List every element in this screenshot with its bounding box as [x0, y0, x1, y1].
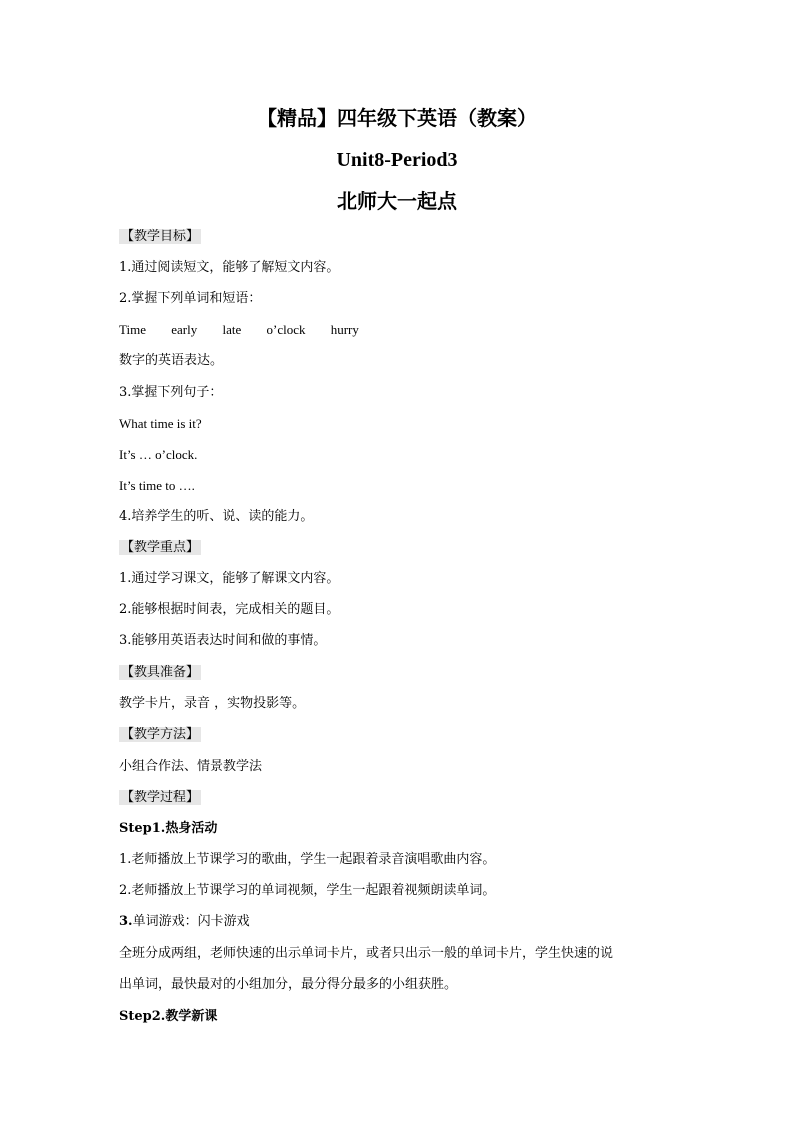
document-subtitle-unit: Unit8-Period3 — [336, 149, 458, 171]
objectives-item-2: 2.掌握下列单词和短语： — [119, 291, 262, 306]
step1-item-3-number: 3. — [119, 914, 133, 929]
key-points-heading-label: 【教学重点】 — [121, 540, 200, 555]
document-subtitle-publisher: 北师大一起点 — [337, 189, 457, 213]
methods-heading — [119, 726, 201, 744]
target-sentence-1: What time is it? — [119, 416, 202, 431]
vocabulary-word: o’clock — [266, 322, 306, 337]
step1-item-2: 2.老师播放上节课学习的单词视频，学生一起跟着视频朗读单词。 — [119, 883, 496, 898]
step1-item-3-text: 单词游戏：闪卡游戏 — [132, 914, 250, 929]
step1-paragraph-line-1: 全班分成两组，老师快速的出示单词卡片，或者只出示一般的单词卡片，学生快速的说 — [119, 946, 614, 961]
vocabulary-word: Time — [119, 322, 146, 337]
step1-item-1: 1.老师播放上节课学习的歌曲，学生一起跟着录音演唱歌曲内容。 — [119, 852, 496, 867]
objectives-item-3: 3.掌握下列句子： — [119, 385, 223, 400]
process-heading — [119, 789, 201, 807]
objectives-heading — [119, 228, 201, 246]
vocabulary-word: early — [171, 322, 198, 337]
objectives-item-1: 1.通过阅读短文，能够了解短文内容。 — [119, 260, 340, 275]
step1-item-3 — [119, 913, 250, 931]
vocabulary-word: hurry — [330, 322, 359, 337]
vocabulary-list — [119, 321, 381, 339]
key-points-item-1: 1.通过学习课文，能够了解课文内容。 — [119, 571, 340, 586]
methods-heading-label: 【教学方法】 — [121, 727, 200, 742]
target-sentence-3: It’s time to …. — [119, 478, 195, 493]
materials-heading-label: 【教具准备】 — [121, 665, 200, 680]
target-sentence-2: It’s … o’clock. — [119, 447, 198, 462]
key-points-item-3: 3.能够用英语表达时间和做的事情。 — [119, 633, 327, 648]
step1-title: Step1.热身活动 — [119, 821, 218, 836]
process-heading-label: 【教学过程】 — [121, 790, 200, 805]
step1-paragraph-line-2: 出单词，最快最对的小组加分，最分得分最多的小组获胜。 — [119, 977, 458, 992]
objectives-heading-label: 【教学目标】 — [121, 229, 200, 244]
objectives-item-4: 4.培养学生的听、说、读的能力。 — [119, 509, 314, 524]
step2-title: Step2.教学新课 — [119, 1009, 218, 1024]
objectives-item-2-note: 数字的英语表达。 — [119, 353, 224, 368]
key-points-heading — [119, 539, 201, 557]
materials-text: 教学卡片，录音 ，实物投影等。 — [119, 696, 306, 711]
key-points-item-2: 2.能够根据时间表，完成相关的题目。 — [119, 602, 340, 617]
vocabulary-word: late — [222, 322, 242, 337]
materials-heading — [119, 664, 201, 682]
document-title: 【精品】四年级下英语（教案） — [257, 106, 537, 130]
methods-text: 小组合作法、情景教学法 — [119, 759, 263, 774]
